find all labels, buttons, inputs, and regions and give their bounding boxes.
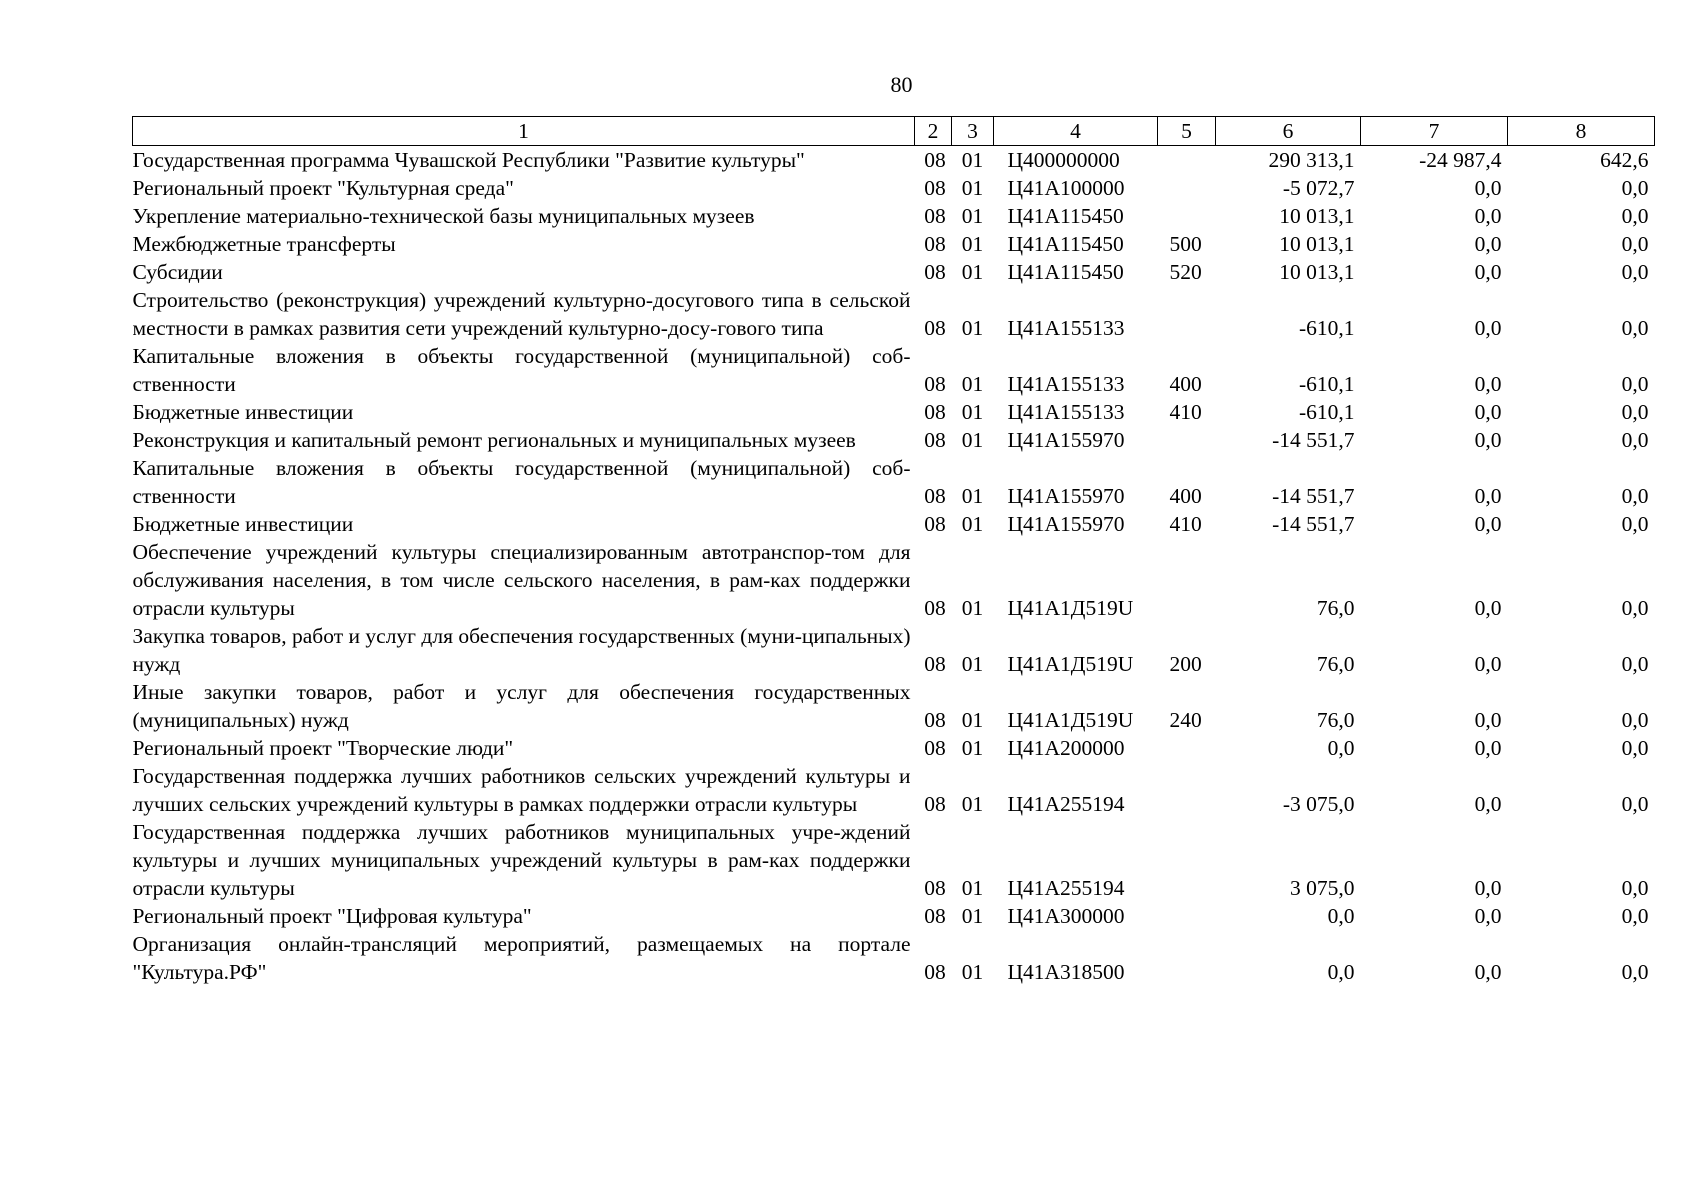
table-row [133,202,1655,230]
row-target-code: Ц41А1Д519U [1007,596,1134,620]
row-name: Обеспечение учреждений культуры специализированным автотранспор-том для обслуживания населения, в том числе сельского населения, в рам-ках поддержки отрасли культуры [132,540,911,620]
row-value-8: 0,0 [1621,204,1649,228]
row-expense-type: 400 [1169,372,1202,396]
row-target-code: Ц41А155970 [1007,484,1125,508]
row-value-6: -14 551,7 [1272,512,1355,536]
row-subsection: 01 [961,260,984,284]
header-col-1: 1 [133,117,915,146]
row-expense-type [1158,930,1216,986]
row-section: 08 [924,484,946,508]
row-subsection: 01 [961,596,984,620]
header-row [133,117,1655,146]
page-number: 80 [890,72,913,97]
header-col-6: 6 [1216,117,1361,146]
row-subsection: 01 [961,904,984,928]
row-value-6: 10 013,1 [1279,260,1355,284]
row-value-6: -3 075,0 [1282,792,1355,816]
row-value-7: 0,0 [1474,512,1502,536]
row-name: Бюджетные инвестиции [132,400,354,424]
row-section: 08 [924,960,946,984]
table-row [133,622,1655,678]
row-expense-type: 200 [1169,652,1202,676]
row-name: Региональный проект "Творческие люди" [132,736,514,760]
table-row [133,258,1655,286]
row-value-7: 0,0 [1474,904,1502,928]
table-row [133,902,1655,930]
row-subsection: 01 [961,736,984,760]
row-value-6: 0,0 [1327,904,1355,928]
row-value-8: 642,6 [1600,148,1649,172]
row-subsection: 01 [961,372,984,396]
row-section: 08 [924,708,946,732]
row-section: 08 [924,652,946,676]
row-value-8: 0,0 [1621,316,1649,340]
row-expense-type: 520 [1169,260,1202,284]
budget-table [132,116,1655,986]
row-name: Государственная поддержка лучших работников муниципальных учре-ждений культуры и лучших муниципальных учреждений культуры в рам-ках поддержки отрасли культуры [132,820,911,900]
table-row [133,510,1655,538]
row-expense-type [1158,734,1216,762]
row-name: Укрепление материально-технической базы муниципальных музеев [132,204,755,228]
row-value-8: 0,0 [1621,792,1649,816]
row-value-6: 76,0 [1316,708,1355,732]
row-value-7: 0,0 [1474,736,1502,760]
row-value-7: 0,0 [1474,484,1502,508]
row-section: 08 [924,232,946,256]
row-name: Иные закупки товаров, работ и услуг для обеспечения государственных (муниципальных) нужд [132,680,911,732]
row-expense-type [1158,286,1216,342]
header-col-4: 4 [994,117,1158,146]
row-name: Бюджетные инвестиции [132,512,354,536]
row-value-8: 0,0 [1621,736,1649,760]
header-col-8: 8 [1508,117,1655,146]
row-value-8: 0,0 [1621,372,1649,396]
row-name: Закупка товаров, работ и услуг для обеспечения государственных (муни-ципальных) нужд [132,624,911,676]
table-row [133,762,1655,818]
row-target-code: Ц41А115450 [1007,260,1124,284]
row-value-7: 0,0 [1474,428,1502,452]
row-name: Капитальные вложения в объекты государственной (муниципальной) соб-ственности [132,344,911,396]
row-value-7: 0,0 [1474,708,1502,732]
row-value-7: 0,0 [1474,400,1502,424]
row-section: 08 [924,176,946,200]
table-row [133,146,1655,175]
table-row [133,174,1655,202]
header-col-5: 5 [1158,117,1216,146]
table-row [133,538,1655,622]
row-target-code: Ц41А318500 [1007,960,1125,984]
row-target-code: Ц41А255194 [1007,792,1125,816]
row-name: Строительство (реконструкция) учреждений культурно-досугового типа в сельской местности в рамках развития сети учреждений культурно-досу-гового типа [132,288,911,340]
row-target-code: Ц41А300000 [1007,904,1125,928]
row-value-7: 0,0 [1474,260,1502,284]
row-section: 08 [924,372,946,396]
row-value-7: 0,0 [1474,176,1502,200]
row-subsection: 01 [961,176,984,200]
row-subsection: 01 [961,792,984,816]
row-value-6: 10 013,1 [1279,232,1355,256]
table-row [133,342,1655,398]
row-section: 08 [924,428,946,452]
row-section: 08 [924,596,946,620]
row-target-code: Ц41А155133 [1007,316,1125,340]
row-value-6: -610,1 [1298,316,1355,340]
row-value-6: -14 551,7 [1272,428,1355,452]
row-name: Межбюджетные трансферты [132,232,396,256]
row-target-code: Ц41А200000 [1007,736,1125,760]
row-value-7: 0,0 [1474,596,1502,620]
row-subsection: 01 [961,400,984,424]
table-row [133,398,1655,426]
row-subsection: 01 [961,652,984,676]
row-expense-type: 240 [1169,708,1202,732]
row-value-6: -14 551,7 [1272,484,1355,508]
table-row [133,930,1655,986]
header-col-3: 3 [952,117,994,146]
row-target-code: Ц41А115450 [1007,204,1124,228]
header-col-2: 2 [915,117,952,146]
row-value-7: 0,0 [1474,372,1502,396]
row-name: Региональный проект "Цифровая культура" [132,904,532,928]
row-target-code: Ц41А155970 [1007,428,1125,452]
row-expense-type [1158,818,1216,902]
row-value-6: 10 013,1 [1279,204,1355,228]
row-value-6: 76,0 [1316,596,1355,620]
row-target-code: Ц41А1Д519U [1007,708,1134,732]
row-target-code: Ц41А115450 [1007,232,1124,256]
row-subsection: 01 [961,960,984,984]
row-target-code: Ц41А1Д519U [1007,652,1134,676]
row-name: Организация онлайн-трансляций мероприятий, размещаемых на портале "Культура.РФ" [132,932,911,984]
table-row [133,426,1655,454]
row-value-8: 0,0 [1621,652,1649,676]
row-name: Капитальные вложения в объекты государственной (муниципальной) соб-ственности [132,456,911,508]
row-value-6: 3 075,0 [1290,876,1355,900]
row-expense-type [1158,426,1216,454]
row-target-code: Ц400000000 [1007,148,1120,172]
table-row [133,678,1655,734]
row-section: 08 [924,904,946,928]
row-section: 08 [924,316,946,340]
row-value-8: 0,0 [1621,484,1649,508]
row-value-8: 0,0 [1621,232,1649,256]
row-value-7: 0,0 [1474,316,1502,340]
row-expense-type: 410 [1169,512,1202,536]
row-target-code: Ц41А255194 [1007,876,1125,900]
row-value-8: 0,0 [1621,596,1649,620]
row-value-7: 0,0 [1474,652,1502,676]
row-value-6: 0,0 [1327,736,1355,760]
row-expense-type [1158,174,1216,202]
row-value-8: 0,0 [1621,876,1649,900]
row-expense-type [1158,146,1216,175]
row-section: 08 [924,876,946,900]
row-expense-type: 400 [1169,484,1202,508]
table-row [133,230,1655,258]
row-value-8: 0,0 [1621,428,1649,452]
row-section: 08 [924,204,946,228]
row-section: 08 [924,260,946,284]
row-value-7: 0,0 [1474,960,1502,984]
row-value-6: -610,1 [1298,400,1355,424]
row-subsection: 01 [961,512,984,536]
row-expense-type [1158,202,1216,230]
row-value-8: 0,0 [1621,708,1649,732]
table-row [133,286,1655,342]
row-value-8: 0,0 [1621,960,1649,984]
row-target-code: Ц41А155970 [1007,512,1125,536]
row-subsection: 01 [961,204,984,228]
row-section: 08 [924,792,946,816]
row-name: Государственная поддержка лучших работников сельских учреждений культуры и лучших сельских учреждений культуры в рамках поддержки отрасли культуры [132,764,911,816]
row-name: Государственная программа Чувашской Республики "Развитие культуры" [132,148,805,172]
row-value-7: 0,0 [1474,204,1502,228]
row-target-code: Ц41А155133 [1007,400,1125,424]
row-expense-type [1158,902,1216,930]
table-row [133,734,1655,762]
row-name: Субсидии [132,260,223,284]
row-subsection: 01 [961,484,984,508]
row-value-7: -24 987,4 [1419,148,1502,172]
table-body [133,146,1655,987]
row-subsection: 01 [961,148,984,172]
row-value-8: 0,0 [1621,400,1649,424]
row-value-6: 0,0 [1327,960,1355,984]
row-section: 08 [924,736,946,760]
row-value-7: 0,0 [1474,792,1502,816]
row-expense-type: 410 [1169,400,1202,424]
row-value-6: 76,0 [1316,652,1355,676]
row-target-code: Ц41А155133 [1007,372,1125,396]
row-expense-type: 500 [1169,232,1202,256]
row-value-7: 0,0 [1474,232,1502,256]
row-section: 08 [924,512,946,536]
row-expense-type [1158,538,1216,622]
row-section: 08 [924,148,946,172]
row-subsection: 01 [961,708,984,732]
row-value-6: -610,1 [1298,372,1355,396]
row-name: Реконструкция и капитальный ремонт региональных и муниципальных музеев [132,428,856,452]
row-expense-type [1158,762,1216,818]
row-value-8: 0,0 [1621,904,1649,928]
table-row [133,454,1655,510]
row-name: Региональный проект "Культурная среда" [132,176,514,200]
row-section: 08 [924,400,946,424]
row-value-7: 0,0 [1474,876,1502,900]
table-row [133,818,1655,902]
table-header [133,117,1655,146]
row-target-code: Ц41А100000 [1007,176,1125,200]
row-subsection: 01 [961,876,984,900]
row-subsection: 01 [961,316,984,340]
row-subsection: 01 [961,232,984,256]
row-value-6: 290 313,1 [1268,148,1355,172]
row-subsection: 01 [961,428,984,452]
row-value-8: 0,0 [1621,260,1649,284]
header-col-7: 7 [1361,117,1508,146]
row-value-8: 0,0 [1621,512,1649,536]
row-value-8: 0,0 [1621,176,1649,200]
row-value-6: -5 072,7 [1282,176,1355,200]
